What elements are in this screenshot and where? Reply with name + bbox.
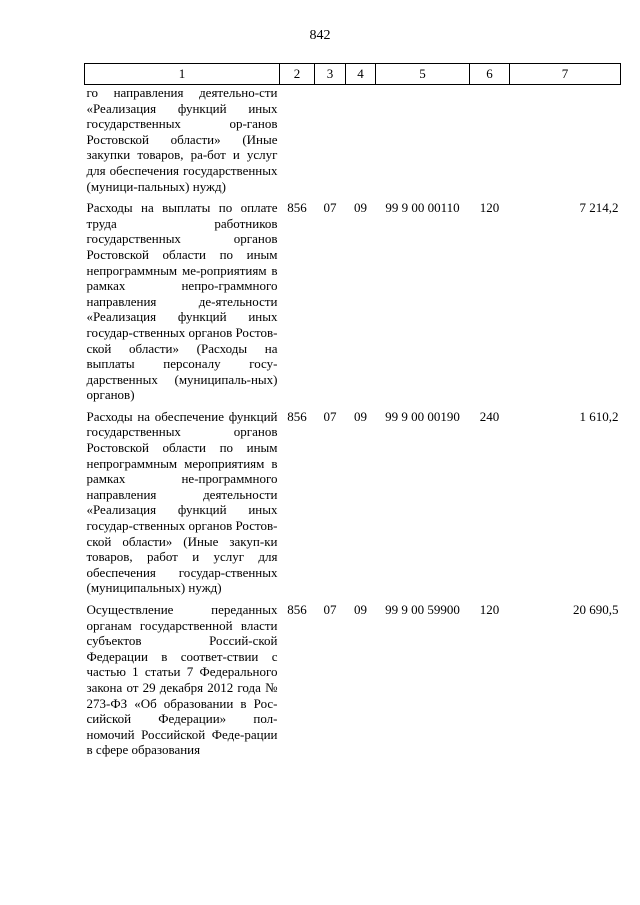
- ministry-code: [280, 85, 315, 201]
- budget-table: [84, 63, 621, 764]
- table-header-row: [85, 64, 621, 85]
- target-article-code: 99 9 00 00110: [385, 200, 460, 216]
- column-header: 2: [280, 64, 315, 85]
- amount: 1 610,2: [579, 408, 619, 424]
- subsection-code: [346, 85, 376, 201]
- subsection-code: 09: [354, 408, 367, 424]
- column-header: 1: [85, 64, 280, 85]
- row-description: го направления деятельно-сти «Реализация функций иных государственных ор-ганов Ростовской области» (Иные закупки товаров, ра-бот и услуг для обеспечения государственных (муници-пальных) нужд): [86, 85, 278, 194]
- section-code: 07: [323, 200, 337, 216]
- column-header: 6: [470, 64, 510, 85]
- row-description: Расходы на выплаты по оплате труда работников государственных органов Ростовской области по иным непрограммным ме-роприятиям в рамках непро-граммного направления де-ятельности «Реализация функций иных государ-ственных органов Ростов-ской области» (Расходы на выплаты персоналу госу-дарственных (муниципаль-ных) органов): [86, 200, 278, 403]
- amount: 20 690,5: [573, 602, 619, 617]
- target-article-code: [376, 85, 470, 201]
- amount: [510, 85, 621, 201]
- ministry-code: 856: [287, 408, 307, 424]
- ministry-code: 856: [287, 200, 307, 216]
- expense-type-code: 120: [479, 602, 500, 617]
- subsection-code: 09: [354, 200, 367, 216]
- table-row: [85, 200, 621, 409]
- table-row: [85, 409, 621, 602]
- section-code: [315, 85, 346, 201]
- section-code: 07: [323, 602, 337, 617]
- ministry-code: 856: [287, 602, 307, 617]
- row-description: Расходы на обеспечение функций государственных органов Ростовской области по иным непрограммным мероприятиям в рамках не-программного направления деятельности «Реализация функций иных государ-ственных органов Ростов-ской области» (Иные закуп-ки товаров, работ и услуг для обеспечения государ-ственных (муниципальных) нужд): [86, 408, 278, 596]
- row-description: Осуществление переданных органам государственной власти субъектов Россий-ской Федерации в соответ-ствии с частью 1 статьи 7 Федерального закона от 29 декабря 2012 года № 273-ФЗ «Об образовании в Рос-сийской Федерации» пол-номочий Российской Феде-рации в сфере образования: [86, 602, 278, 758]
- amount: 7 214,2: [579, 200, 619, 216]
- page-number: 842: [309, 28, 331, 43]
- subsection-code: 09: [354, 602, 367, 617]
- column-header: 7: [510, 64, 621, 85]
- expense-type-code: 240: [479, 408, 500, 424]
- expense-type-code: 120: [479, 200, 500, 216]
- expense-type-code: [470, 85, 510, 201]
- column-header: 5: [376, 64, 470, 85]
- section-code: 07: [323, 408, 337, 424]
- column-header: 3: [315, 64, 346, 85]
- target-article-code: 99 9 00 59900: [385, 602, 460, 617]
- column-header: 4: [346, 64, 376, 85]
- target-article-code: 99 9 00 00190: [385, 408, 460, 424]
- table-row: [85, 85, 621, 201]
- table-row: [85, 602, 621, 764]
